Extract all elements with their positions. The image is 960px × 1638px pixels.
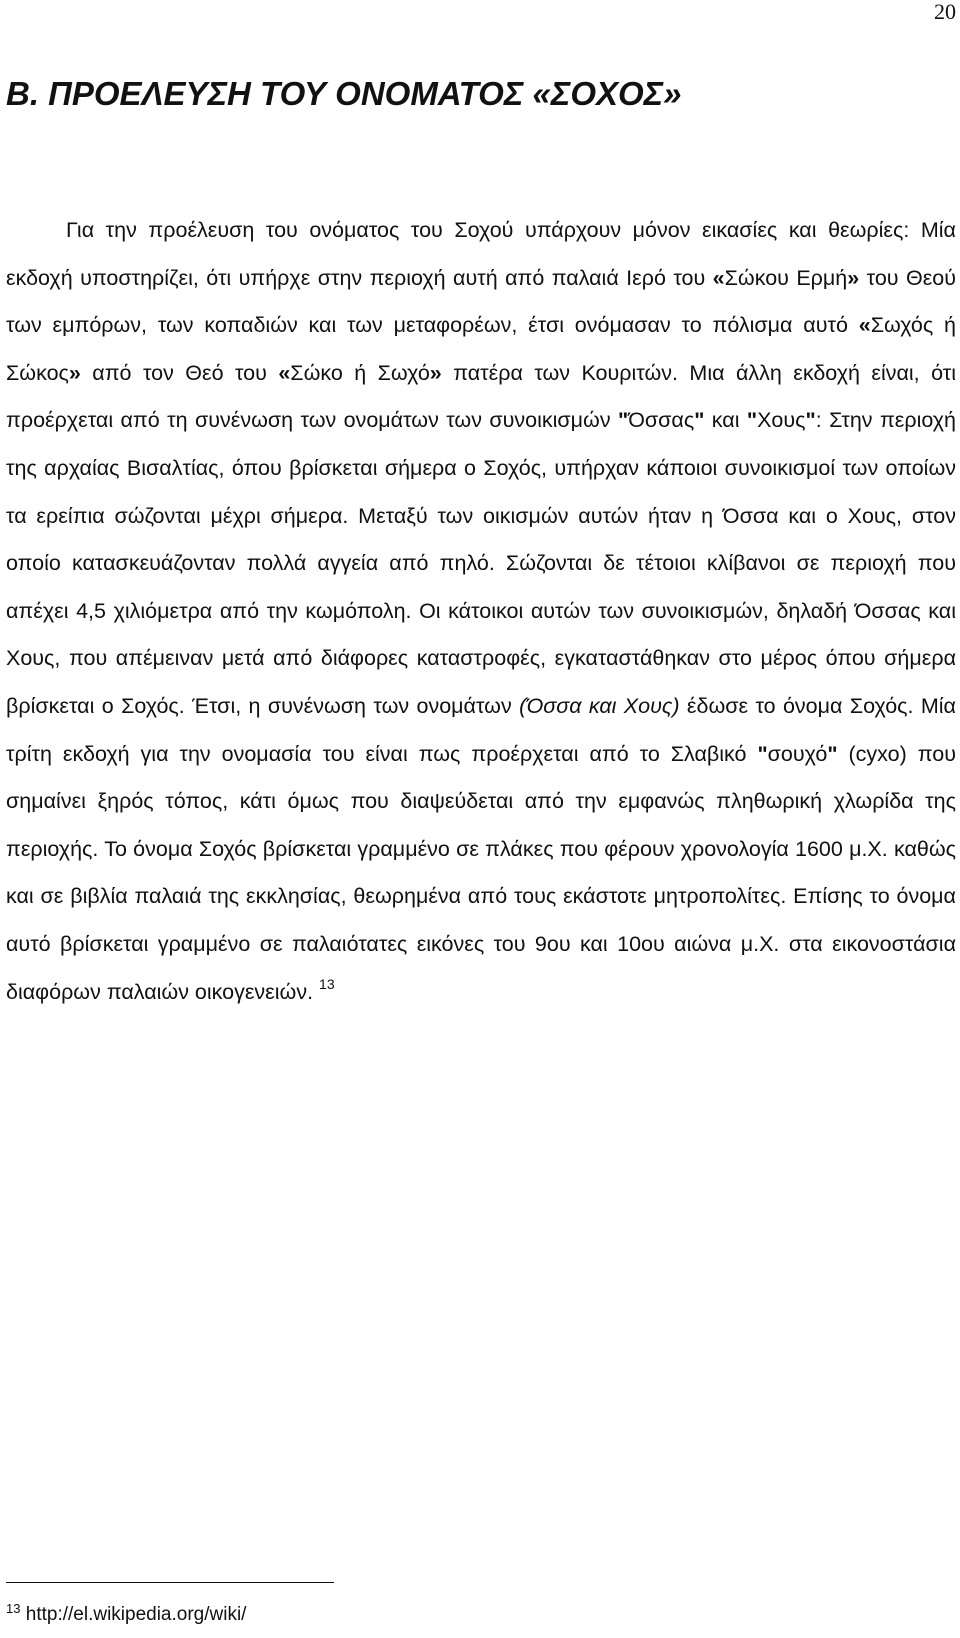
footnote bbox=[6, 1603, 246, 1627]
quote-mark: » bbox=[429, 360, 442, 385]
quote-mark: « bbox=[858, 313, 871, 338]
text-run: Για την προέλευση του ονόματος του Σοχού υπάρχουν μόνον εικασίες και θεωρίες: Μία εκδοχή υποστηρίζει, ότι υπήρχε στην περιοχή αυτή από παλαιά Ιερό του bbox=[6, 218, 956, 290]
quote-mark: " bbox=[746, 408, 758, 433]
page-number: 20 bbox=[934, 0, 956, 24]
text-run: του Θεού των εμπόρων, των κοπαδιών και των μεταφορέων, έτσι ονόμασαν το πόλισμα αυτό bbox=[6, 265, 956, 338]
footnote-separator bbox=[6, 1582, 334, 1583]
footnote-link[interactable]: http://el.wikipedia.org/wiki/ bbox=[20, 1604, 247, 1625]
quote-mark: " bbox=[694, 408, 705, 433]
quote-mark: « bbox=[712, 265, 725, 290]
text-run: : Στην περιοχή της αρχαίας Βισαλτίας, όπου βρίσκεται σήμερα ο Σοχός, υπήρχαν κάποιοι συνοικισμοί των οποίων τα ερείπια σώζονται μέχρι σήμερα. Μεταξύ των οικισμών αυτών ήταν η Όσσα και ο Χους, στον οποίο κατασκευάζονταν πολλά αγγεία από πηλό. Σώζονται δε τέτοιοι κλίβανοι σε περιοχή που απέχει 4,5 χιλιόμετρα από την κωμόπολη. Οι κάτοικοι αυτών των συνοικισμών, δηλαδή Όσσας και Χους, που απέμειναν μετά από διάφορες καταστροφές, εγκαταστάθηκαν στο μέρος όπου σήμερα βρίσκεται ο Σοχός. Έτσι, η συνένωση των ονομάτων bbox=[6, 408, 957, 718]
text-run: από τον Θεό του bbox=[80, 360, 279, 385]
footnote-reference[interactable]: 13 bbox=[319, 975, 335, 992]
quote-mark: » bbox=[847, 265, 860, 290]
quote-mark: « bbox=[278, 360, 291, 385]
quote-mark: " bbox=[805, 408, 816, 433]
text-run: Χους bbox=[757, 408, 806, 433]
text-run: και bbox=[704, 408, 747, 433]
text-run: έδωσε το όνομα Σοχός. Μία τρίτη εκδοχή για την ονομασία του είναι πως προέρχεται από το Σλαβικό bbox=[6, 693, 956, 766]
text-run: πατέρα των Κουριτών. Μια άλλη εκδοχή είναι, ότι προέρχεται από τη συνένωση των ονομάτων των συνοικισμών bbox=[6, 360, 957, 433]
text-run: Όσσας bbox=[628, 408, 695, 433]
footnote-number: 13 bbox=[6, 1601, 21, 1616]
quote-mark: " bbox=[827, 741, 838, 766]
body-paragraph bbox=[6, 207, 956, 1016]
quote-mark: " bbox=[618, 408, 629, 433]
quote-mark: " bbox=[757, 741, 768, 766]
text-run: Σώκο ή Σωχό bbox=[290, 360, 430, 385]
quote-mark: » bbox=[68, 360, 81, 385]
section-heading: Β. ΠΡΟΕΛΕΥΣΗ ΤΟΥ ΟΝΟΜΑΤΟΣ «ΣΟΧΟΣ» bbox=[6, 75, 682, 112]
text-run: Σωχός ή Σώκος bbox=[6, 313, 956, 385]
italic-text-run: (Όσσα και Χους) bbox=[519, 693, 680, 718]
text-run: σουχό bbox=[767, 741, 828, 766]
text-run: Σώκου Ερμή bbox=[724, 265, 848, 290]
text-run: (сухо) που σημαίνει ξηρός τόπος, κάτι όμως που διαψεύδεται από την εμφανώς πληθωρική χλωρίδα της περιοχής. Το όνομα Σοχός βρίσκεται γραμμένο σε πλάκες που φέρουν χρονολογία 1600 μ.Χ. καθώς και σε βιβλία παλαιά της εκκλησίας, θεωρημένα από τους εκάστοτε μητροπολίτες. Επίσης το όνομα αυτό βρίσκεται γραμμένο σε παλαιότατες εικόνες του 9ου και 10ου αιώνα μ.Χ. στα εικονοστάσια διαφόρων παλαιών οικογενειών. bbox=[6, 741, 956, 1004]
